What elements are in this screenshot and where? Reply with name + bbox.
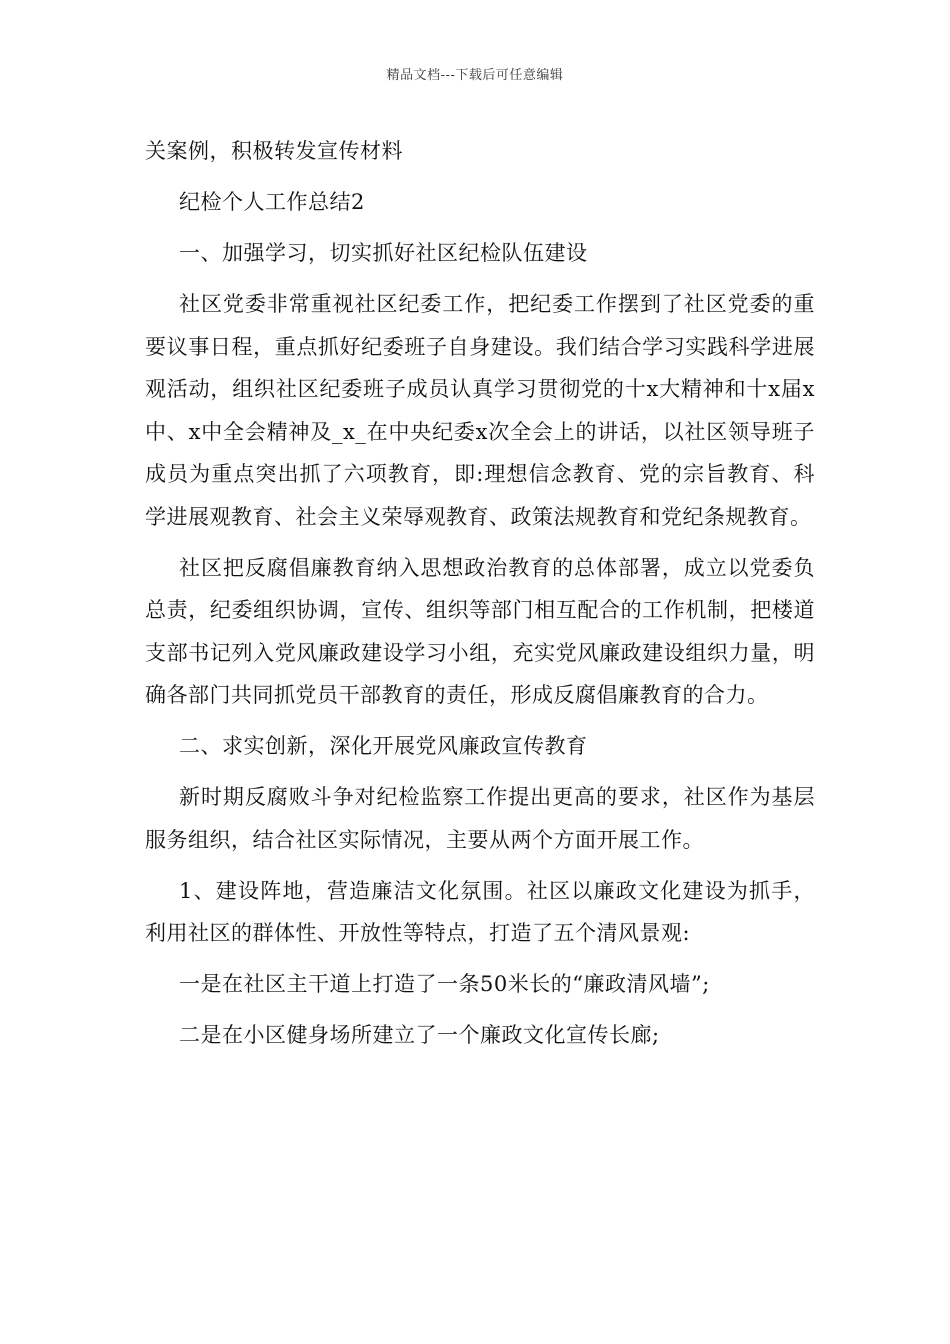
document-body xyxy=(145,130,815,1065)
paragraph: 社区把反腐倡廉教育纳入思想政治教育的总体部署，成立以党委负总责，纪委组织协调，宣传、组织等部门相互配合的工作机制，把楼道支部书记列入党风廉政建设学习小组，充实党风廉政建设组织力量，明确各部门共同抓党员干部教育的责任，形成反腐倡廉教育的合力。 xyxy=(145,555,815,707)
paragraph: 社区党委非常重视社区纪委工作，把纪委工作摆到了社区党委的重要议事日程，重点抓好纪委班子自身建设。我们结合学习实践科学进展观活动，组织社区纪委班子成员认真学习贯彻党的十x大精神和十x届x中、x中全会精神及_x_在中央纪委x次全会上的讲话，以社区领导班子成员为重点突出抓了六项教育，即:理想信念教育、党的宗旨教育、科学进展观教育、社会主义荣辱观教育、政策法规教育和党纪条规教育。 xyxy=(145,292,815,529)
paragraph-continuation: 关案例，积极转发宣传材料 xyxy=(145,139,403,163)
page-header: 精品文档---下载后可任意编辑 xyxy=(386,68,564,83)
list-item: 二是在小区健身场所建立了一个廉政文化宣传长廊; xyxy=(179,1023,660,1047)
document-title: 纪检个人工作总结2 xyxy=(179,190,365,214)
section-heading-2: 二、求实创新，深化开展党风廉政宣传教育 xyxy=(179,734,588,758)
section-heading-1: 一、加强学习，切实抓好社区纪检队伍建设 xyxy=(179,241,588,265)
paragraph: 新时期反腐败斗争对纪检监察工作提出更高的要求，社区作为基层服务组织，结合社区实际情况，主要从两个方面开展工作。 xyxy=(145,785,815,852)
list-item: 一是在社区主干道上打造了一条50米长的“廉政清风墙”; xyxy=(179,972,710,996)
paragraph: 1、建设阵地，营造廉洁文化氛围。社区以廉政文化建设为抓手，利用社区的群体性、开放性等特点，打造了五个清风景观: xyxy=(145,878,815,945)
